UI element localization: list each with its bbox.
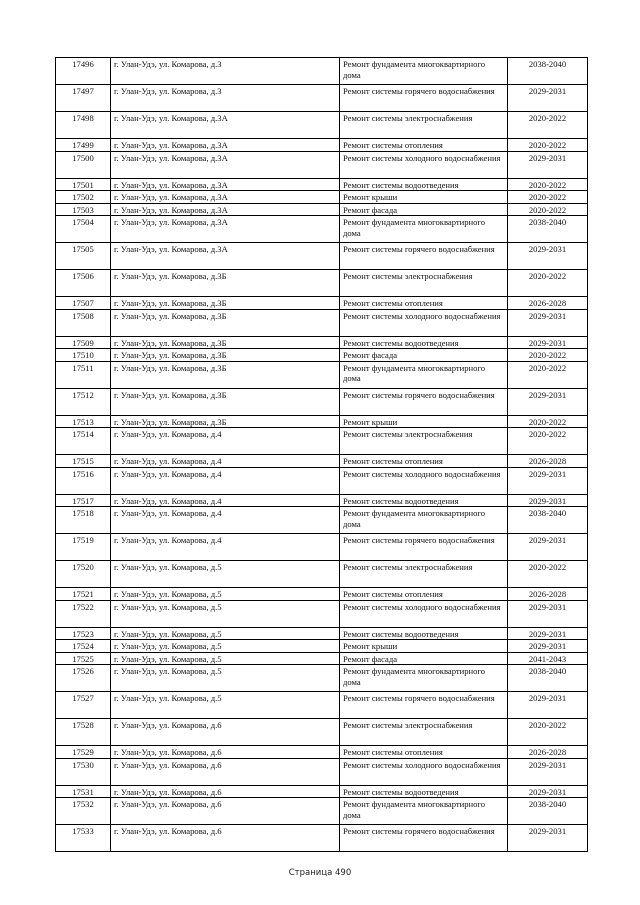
cell-period: 2020-2022: [508, 191, 588, 204]
cell-period: 2026-2028: [508, 455, 588, 468]
table-row: [56, 139, 588, 152]
cell-address: г. Улан-Удэ, ул. Комарова, д.4: [111, 428, 340, 455]
cell-work-type: Ремонт системы горячего водоснабжения: [340, 85, 508, 112]
cell-number: 17511: [56, 361, 111, 388]
cell-period: 2020-2022: [508, 361, 588, 388]
table-row: [56, 627, 588, 640]
cell-period: 2020-2022: [508, 415, 588, 428]
cell-work-type: Ремонт системы электроснабжения: [340, 719, 508, 746]
cell-work-type: Ремонт фундамента многоквартирного дома: [340, 507, 508, 534]
cell-period: 2029-2031: [508, 785, 588, 798]
cell-period: 2041-2043: [508, 652, 588, 665]
cell-address: г. Улан-Удэ, ул. Комарова, д.6: [111, 825, 340, 852]
cell-period: 2029-2031: [508, 467, 588, 494]
table-row: [56, 665, 588, 692]
cell-period: 2026-2028: [508, 588, 588, 601]
cell-period: 2029-2031: [508, 151, 588, 178]
cell-number: 17530: [56, 758, 111, 785]
cell-period: 2020-2022: [508, 270, 588, 297]
cell-period: 2038-2040: [508, 216, 588, 243]
cell-address: г. Улан-Удэ, ул. Комарова, д.4: [111, 534, 340, 561]
cell-address: г. Улан-Удэ, ул. Комарова, д.3А: [111, 178, 340, 191]
cell-number: 17510: [56, 349, 111, 362]
cell-number: 17519: [56, 534, 111, 561]
cell-number: 17513: [56, 415, 111, 428]
cell-number: 17507: [56, 297, 111, 310]
cell-number: 17509: [56, 336, 111, 349]
cell-work-type: Ремонт системы отопления: [340, 139, 508, 152]
table-row: [56, 758, 588, 785]
table-row: [56, 309, 588, 336]
cell-work-type: Ремонт системы холодного водоснабжения: [340, 467, 508, 494]
cell-address: г. Улан-Удэ, ул. Комарова, д.3: [111, 85, 340, 112]
cell-work-type: Ремонт крыши: [340, 640, 508, 653]
cell-address: г. Улан-Удэ, ул. Комарова, д.5: [111, 640, 340, 653]
cell-address: г. Улан-Удэ, ул. Комарова, д.6: [111, 719, 340, 746]
cell-work-type: Ремонт системы отопления: [340, 455, 508, 468]
cell-period: 2020-2022: [508, 139, 588, 152]
cell-period: 2029-2031: [508, 85, 588, 112]
table-row: [56, 798, 588, 825]
cell-period: 2029-2031: [508, 309, 588, 336]
cell-address: г. Улан-Удэ, ул. Комарова, д.5: [111, 665, 340, 692]
cell-address: г. Улан-Удэ, ул. Комарова, д.5: [111, 600, 340, 627]
cell-number: 17529: [56, 746, 111, 759]
cell-work-type: Ремонт фундамента многоквартирного дома: [340, 58, 508, 85]
cell-number: 17516: [56, 467, 111, 494]
cell-number: 17527: [56, 692, 111, 719]
cell-work-type: Ремонт системы холодного водоснабжения: [340, 151, 508, 178]
cell-number: 17498: [56, 112, 111, 139]
cell-address: г. Улан-Удэ, ул. Комарова, д.6: [111, 785, 340, 798]
cell-number: 17512: [56, 388, 111, 415]
cell-work-type: Ремонт крыши: [340, 415, 508, 428]
cell-work-type: Ремонт системы горячего водоснабжения: [340, 825, 508, 852]
cell-work-type: Ремонт фасада: [340, 203, 508, 216]
cell-period: 2020-2022: [508, 561, 588, 588]
cell-address: г. Улан-Удэ, ул. Комарова, д.3Б: [111, 270, 340, 297]
cell-number: 17525: [56, 652, 111, 665]
cell-period: 2038-2040: [508, 665, 588, 692]
cell-period: 2029-2031: [508, 758, 588, 785]
cell-period: 2038-2040: [508, 507, 588, 534]
cell-work-type: Ремонт системы горячего водоснабжения: [340, 534, 508, 561]
cell-period: 2029-2031: [508, 692, 588, 719]
cell-period: 2020-2022: [508, 112, 588, 139]
table-row: [56, 507, 588, 534]
cell-period: 2029-2031: [508, 534, 588, 561]
table-row: [56, 652, 588, 665]
table-row: [56, 270, 588, 297]
table-row: [56, 58, 588, 85]
cell-number: 17518: [56, 507, 111, 534]
cell-address: г. Улан-Удэ, ул. Комарова, д.3: [111, 58, 340, 85]
cell-address: г. Улан-Удэ, ул. Комарова, д.3А: [111, 112, 340, 139]
cell-period: 2026-2028: [508, 746, 588, 759]
cell-address: г. Улан-Удэ, ул. Комарова, д.3Б: [111, 388, 340, 415]
table-row: [56, 746, 588, 759]
cell-address: г. Улан-Удэ, ул. Комарова, д.3А: [111, 243, 340, 270]
cell-number: 17497: [56, 85, 111, 112]
cell-period: 2029-2031: [508, 388, 588, 415]
cell-address: г. Улан-Удэ, ул. Комарова, д.5: [111, 627, 340, 640]
table-row: [56, 600, 588, 627]
cell-work-type: Ремонт фундамента многоквартирного дома: [340, 216, 508, 243]
cell-work-type: Ремонт системы водоотведения: [340, 336, 508, 349]
table-row: [56, 494, 588, 507]
cell-work-type: Ремонт фундамента многоквартирного дома: [340, 665, 508, 692]
cell-number: 17500: [56, 151, 111, 178]
cell-address: г. Улан-Удэ, ул. Комарова, д.5: [111, 588, 340, 601]
cell-number: 17528: [56, 719, 111, 746]
cell-address: г. Улан-Удэ, ул. Комарова, д.3Б: [111, 297, 340, 310]
cell-work-type: Ремонт системы водоотведения: [340, 785, 508, 798]
cell-address: г. Улан-Удэ, ул. Комарова, д.3А: [111, 203, 340, 216]
cell-work-type: Ремонт крыши: [340, 191, 508, 204]
cell-address: г. Улан-Удэ, ул. Комарова, д.3Б: [111, 349, 340, 362]
table-row: [56, 151, 588, 178]
repair-schedule-table: [55, 57, 588, 852]
cell-number: 17531: [56, 785, 111, 798]
table-row: [56, 85, 588, 112]
table-row: [56, 534, 588, 561]
cell-number: 17526: [56, 665, 111, 692]
cell-address: г. Улан-Удэ, ул. Комарова, д.6: [111, 798, 340, 825]
cell-number: 17524: [56, 640, 111, 653]
cell-work-type: Ремонт системы горячего водоснабжения: [340, 388, 508, 415]
table-row: [56, 428, 588, 455]
cell-number: 17520: [56, 561, 111, 588]
cell-work-type: Ремонт системы отопления: [340, 297, 508, 310]
table-row: [56, 455, 588, 468]
table-row: [56, 561, 588, 588]
table-row: [56, 112, 588, 139]
table-row: [56, 178, 588, 191]
cell-period: 2020-2022: [508, 203, 588, 216]
table-row: [56, 388, 588, 415]
cell-address: г. Улан-Удэ, ул. Комарова, д.4: [111, 467, 340, 494]
table-row: [56, 785, 588, 798]
table-row: [56, 191, 588, 204]
cell-number: 17503: [56, 203, 111, 216]
cell-number: 17514: [56, 428, 111, 455]
cell-address: г. Улан-Удэ, ул. Комарова, д.3Б: [111, 336, 340, 349]
cell-work-type: Ремонт системы электроснабжения: [340, 270, 508, 297]
cell-work-type: Ремонт системы водоотведения: [340, 178, 508, 191]
cell-period: 2029-2031: [508, 825, 588, 852]
cell-work-type: Ремонт системы холодного водоснабжения: [340, 309, 508, 336]
cell-period: 2026-2028: [508, 297, 588, 310]
cell-period: 2020-2022: [508, 178, 588, 191]
cell-number: 17505: [56, 243, 111, 270]
cell-address: г. Улан-Удэ, ул. Комарова, д.3Б: [111, 309, 340, 336]
cell-period: 2020-2022: [508, 428, 588, 455]
cell-work-type: Ремонт системы горячего водоснабжения: [340, 243, 508, 270]
cell-address: г. Улан-Удэ, ул. Комарова, д.4: [111, 455, 340, 468]
cell-address: г. Улан-Удэ, ул. Комарова, д.3А: [111, 139, 340, 152]
cell-address: г. Улан-Удэ, ул. Комарова, д.5: [111, 561, 340, 588]
cell-period: 2029-2031: [508, 627, 588, 640]
cell-number: 17522: [56, 600, 111, 627]
table-row: [56, 415, 588, 428]
cell-work-type: Ремонт фасада: [340, 652, 508, 665]
table-row: [56, 203, 588, 216]
cell-address: г. Улан-Удэ, ул. Комарова, д.6: [111, 746, 340, 759]
table-row: [56, 825, 588, 852]
table-row: [56, 336, 588, 349]
cell-work-type: Ремонт системы холодного водоснабжения: [340, 758, 508, 785]
table-row: [56, 719, 588, 746]
table-row: [56, 297, 588, 310]
cell-number: 17517: [56, 494, 111, 507]
cell-address: г. Улан-Удэ, ул. Комарова, д.5: [111, 692, 340, 719]
page-number: Страница 490: [288, 868, 352, 878]
cell-address: г. Улан-Удэ, ул. Комарова, д.3Б: [111, 361, 340, 388]
cell-address: г. Улан-Удэ, ул. Комарова, д.3А: [111, 151, 340, 178]
cell-number: 17508: [56, 309, 111, 336]
table-row: [56, 216, 588, 243]
cell-work-type: Ремонт системы электроснабжения: [340, 428, 508, 455]
cell-number: 17502: [56, 191, 111, 204]
cell-address: г. Улан-Удэ, ул. Комарова, д.6: [111, 758, 340, 785]
cell-number: 17533: [56, 825, 111, 852]
cell-address: г. Улан-Удэ, ул. Комарова, д.3Б: [111, 415, 340, 428]
table-row: [56, 640, 588, 653]
cell-address: г. Улан-Удэ, ул. Комарова, д.4: [111, 494, 340, 507]
cell-period: 2029-2031: [508, 640, 588, 653]
cell-work-type: Ремонт системы электроснабжения: [340, 112, 508, 139]
cell-number: 17501: [56, 178, 111, 191]
table-row: [56, 588, 588, 601]
cell-address: г. Улан-Удэ, ул. Комарова, д.3А: [111, 216, 340, 243]
cell-number: 17506: [56, 270, 111, 297]
cell-work-type: Ремонт системы горячего водоснабжения: [340, 692, 508, 719]
cell-period: 2038-2040: [508, 798, 588, 825]
cell-number: 17499: [56, 139, 111, 152]
cell-period: 2029-2031: [508, 243, 588, 270]
cell-number: 17504: [56, 216, 111, 243]
cell-period: 2020-2022: [508, 349, 588, 362]
table-row: [56, 692, 588, 719]
table-row: [56, 349, 588, 362]
cell-work-type: Ремонт системы электроснабжения: [340, 561, 508, 588]
table-body: [56, 58, 588, 852]
table-row: [56, 361, 588, 388]
cell-work-type: Ремонт системы водоотведения: [340, 494, 508, 507]
cell-work-type: Ремонт системы отопления: [340, 588, 508, 601]
cell-period: 2029-2031: [508, 336, 588, 349]
cell-number: 17521: [56, 588, 111, 601]
cell-work-type: Ремонт системы водоотведения: [340, 627, 508, 640]
table-row: [56, 467, 588, 494]
cell-work-type: Ремонт фундамента многоквартирного дома: [340, 798, 508, 825]
cell-address: г. Улан-Удэ, ул. Комарова, д.3А: [111, 191, 340, 204]
cell-period: 2029-2031: [508, 600, 588, 627]
cell-work-type: Ремонт системы холодного водоснабжения: [340, 600, 508, 627]
cell-number: 17523: [56, 627, 111, 640]
cell-address: г. Улан-Удэ, ул. Комарова, д.5: [111, 652, 340, 665]
cell-period: 2029-2031: [508, 494, 588, 507]
cell-period: 2020-2022: [508, 719, 588, 746]
cell-work-type: Ремонт системы отопления: [340, 746, 508, 759]
cell-number: 17515: [56, 455, 111, 468]
cell-number: 17532: [56, 798, 111, 825]
cell-work-type: Ремонт фасада: [340, 349, 508, 362]
table-row: [56, 243, 588, 270]
cell-work-type: Ремонт фундамента многоквартирного дома: [340, 361, 508, 388]
cell-address: г. Улан-Удэ, ул. Комарова, д.4: [111, 507, 340, 534]
cell-number: 17496: [56, 58, 111, 85]
cell-period: 2038-2040: [508, 58, 588, 85]
